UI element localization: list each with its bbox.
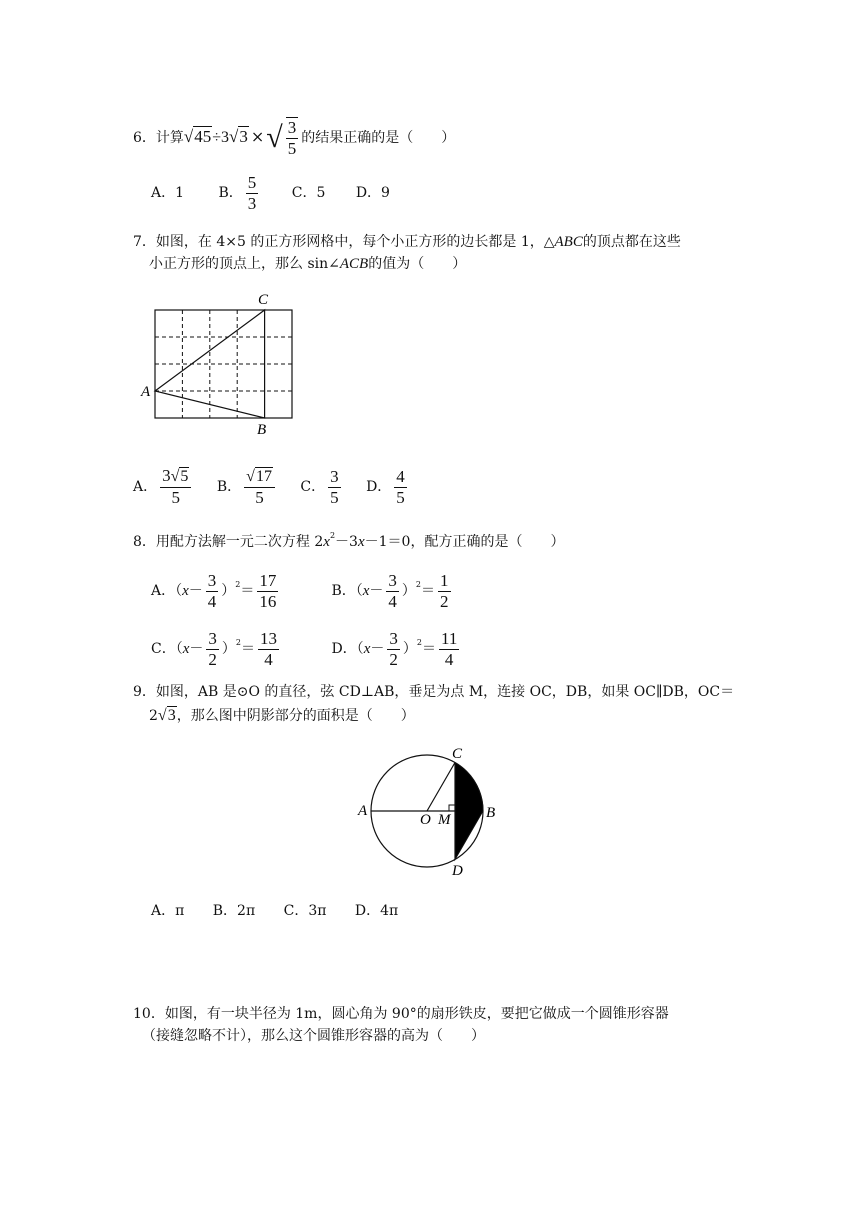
question-number: 8．: [133, 534, 156, 550]
grid-triangle-figure: [138, 288, 308, 438]
option-a: A．（x－ $\frac{3}{4}$ ）$^2$＝ $\frac{17}{16}$: [151, 570, 277, 611]
question-number: 6．: [133, 130, 156, 146]
label-o: O: [420, 812, 431, 828]
option-a: A． $\frac{3√5}{5}$: [133, 479, 194, 495]
option-d: D．9: [355, 185, 390, 201]
option-d: D． $\frac{4}{5}$: [366, 466, 405, 507]
question-number: 9．: [133, 684, 156, 700]
option-a: A．π: [151, 903, 185, 919]
options-9: [151, 900, 398, 922]
option-d: D．（x－ $\frac{3}{2}$ ）$^2$＝ $\frac{11}{4}$: [331, 628, 458, 669]
option-a: A．1: [151, 185, 185, 201]
option-c: C． $\frac{3}{5}$: [300, 466, 339, 507]
label-c: C: [258, 292, 269, 308]
sqrt-3: √3: [229, 127, 248, 146]
question-6: 6．计算√45÷3√3 ×√ $\frac{3}{5}$ 的结果正确的是（ ）: [133, 114, 455, 160]
label-b: B: [257, 422, 267, 438]
option-c: C．（x－ $\frac{3}{2}$ ）$^2$＝ $\frac{13}{4}$: [151, 628, 277, 669]
option-b: B． $\frac{5}{3}$: [218, 172, 257, 213]
label-a: A: [358, 803, 368, 819]
option-b: B． $\frac{√17}{5}$: [217, 479, 278, 495]
question-8: 8．用配方法解一元二次方程 $2x^2-3x-1=0$，配方正确的是（ ）: [133, 531, 565, 550]
label-b: B: [486, 805, 496, 821]
option-c: C．3π: [283, 903, 327, 919]
option-b: B．2π: [212, 903, 256, 919]
question-number: 7．: [133, 234, 156, 250]
circle-figure: [355, 742, 505, 880]
label-c: C: [452, 746, 463, 762]
option-d: D．4π: [354, 903, 399, 919]
label-a: A: [141, 384, 151, 400]
options-8-row1: [151, 562, 454, 611]
question-text: 的结果正确的是（ ）: [301, 130, 456, 146]
question-10: 10．如图，有一块半径为 1m，圆心角为 90°的扇形铁皮，要把它做成一个圆锥形容器 （接缝忽略不计），那么这个圆锥形容器的高为（ ）: [133, 1006, 669, 1044]
sqrt-45: √45: [183, 127, 212, 146]
label-d: D: [452, 863, 463, 879]
options-8-row2: [151, 620, 462, 669]
options-6: [151, 170, 390, 216]
option-b: B．（x－ $\frac{3}{4}$ ）$^2$＝ $\frac{1}{2}$: [331, 570, 449, 611]
sqrt-fraction: √ $\frac{3}{5}$: [266, 118, 297, 158]
question-number: 10．: [133, 1006, 165, 1022]
question-text: 计算: [155, 130, 184, 146]
question-7: 7．如图，在 4×5 的正方形网格中，每个小正方形的边长都是 1，△ABC的顶点都在这些 小正方形的顶点上，那么 sin∠ACB的值为（ ）: [133, 234, 681, 272]
option-c: C．5: [291, 185, 326, 201]
label-m: M: [438, 812, 451, 828]
options-7: [133, 463, 410, 511]
question-9: 9．如图，AB 是⊙O 的直径，弦 CD⊥AB，垂足为点 M，连接 OC，DB，如果 OC∥DB，OC＝ 2√3，那么图中阴影部分的面积是（ ）: [133, 684, 735, 724]
